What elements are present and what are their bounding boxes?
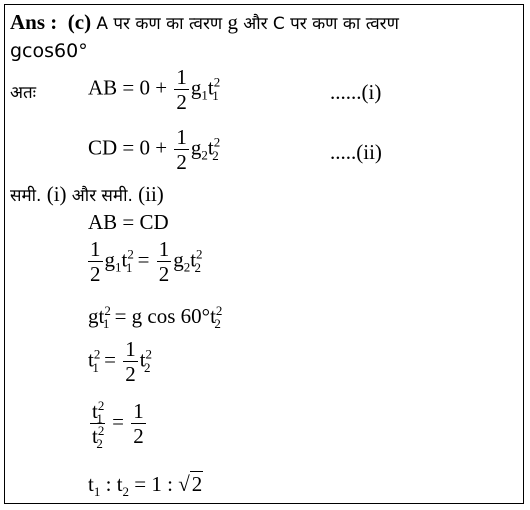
ataha-label: अतः <box>10 83 37 103</box>
step-ab-equals-cd: AB = CD <box>88 210 169 234</box>
equation-2-label: .....(ii) <box>330 140 382 164</box>
equation-1-label: ......(i) <box>330 80 382 104</box>
sami-line: समी. (i) और समी. (ii) <box>10 182 164 206</box>
ans-label: Ans : <box>10 10 58 34</box>
aur-word: और <box>243 14 268 34</box>
gcos-line: gcos60° <box>10 40 88 62</box>
fraction-half: $\frac{1}{2}$ <box>176 125 187 175</box>
fraction-half: $\frac{1}{2}$ <box>176 65 187 115</box>
step-gt1-eq-gcos60-t2: $gt^2_1 = g$ $\cos 60^\circ t^2_2$ <box>88 303 223 332</box>
answer-box <box>4 4 524 504</box>
step-t1sq-eq-half-t2sq: $t^2_1$ = $\frac{1}{2}$ $t^2_2$ <box>88 337 153 387</box>
step-final-ratio: $t_1$ : $t_2 = 1$ : √2 <box>88 472 203 500</box>
text-c: C पर कण का त्वरण <box>272 14 399 34</box>
equation-2: CD = 0 + $\frac{1}{2}$ $g_2t^2_2$ <box>88 125 221 175</box>
step-ratio-eq-half: $\frac{t^2_1}{t^2_2}$ = $\frac{1}{2}$ <box>92 398 144 452</box>
option-label: (c) <box>67 10 92 34</box>
step-half-g1t1-eq-half-g2t2: $\frac{1}{2}$ $g_1t^2_1$ = $\frac{1}{2}$ $g_2t^2_2$ <box>90 237 203 287</box>
text-a: A पर कण का त्वरण <box>96 14 223 34</box>
g-symbol: g <box>227 10 238 34</box>
answer-heading-line <box>10 12 520 33</box>
sqrt-symbol: √2 <box>178 472 203 496</box>
equation-1: AB = 0 + $\frac{1}{2}$ $g_1t^2_1$ <box>88 65 221 115</box>
